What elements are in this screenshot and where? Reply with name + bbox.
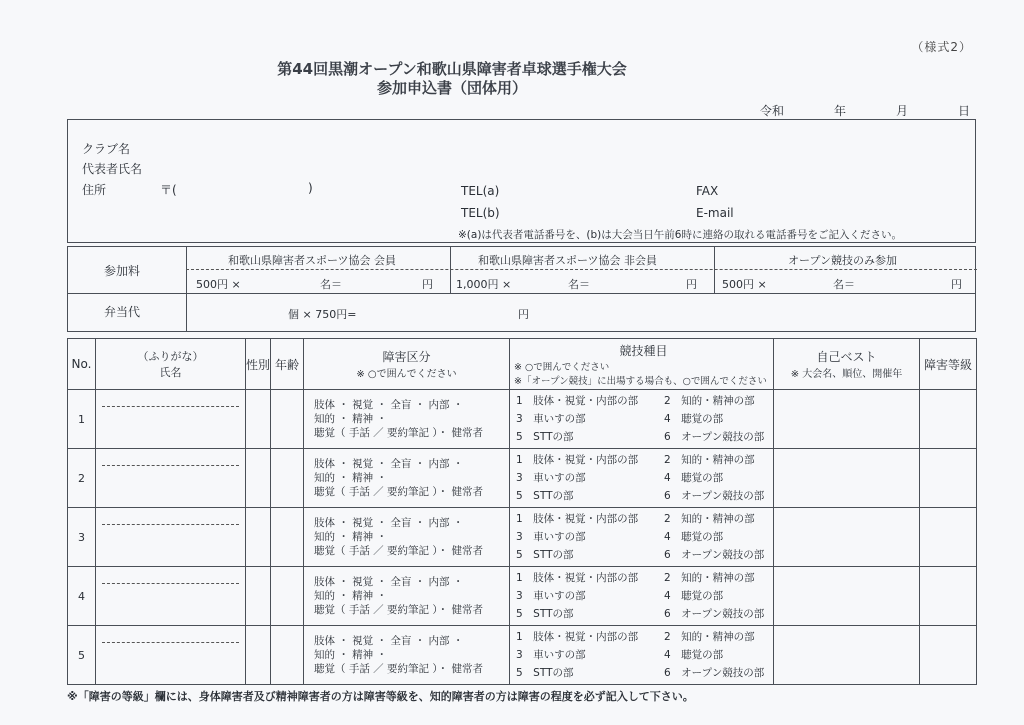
header-event xyxy=(510,339,774,390)
disability-line2: 知的 ・ 精神 ・ xyxy=(314,531,388,543)
address-label: 住所 xyxy=(82,183,107,197)
event-options[interactable] xyxy=(510,390,774,449)
event-6[interactable]: 6 オープン競技の部 xyxy=(664,431,765,443)
event-4[interactable]: 4 聴覚の部 xyxy=(664,413,724,425)
page-title: 第44回黒潮オープン和歌山県障害者卓球選手権大会 xyxy=(277,60,627,78)
event-3[interactable]: 3 車いすの部 xyxy=(516,531,586,543)
disability-line2: 知的 ・ 精神 ・ xyxy=(314,472,388,484)
header-grade: 障害等級 xyxy=(920,339,977,390)
event-3[interactable]: 3 車いすの部 xyxy=(516,590,586,602)
member-persons: 名＝ xyxy=(320,278,342,291)
event-4[interactable]: 4 聴覚の部 xyxy=(664,649,724,661)
sex-field[interactable] xyxy=(246,567,271,626)
event-2[interactable]: 2 知的・精神の部 xyxy=(664,572,755,584)
age-field[interactable] xyxy=(271,390,304,449)
event-options[interactable] xyxy=(510,449,774,508)
table-row xyxy=(68,567,977,626)
open-persons: 名＝ xyxy=(833,278,855,291)
bento-calc: 個 × 750円= xyxy=(288,308,357,321)
member-price: 500円 × xyxy=(196,278,241,291)
event-5[interactable]: 5 STTの部 xyxy=(516,490,574,502)
tel-b-label: TEL(b) xyxy=(461,206,500,220)
best-field[interactable] xyxy=(774,449,920,508)
header-disability xyxy=(304,339,510,390)
open-price: 500円 × xyxy=(722,278,767,291)
grade-field[interactable] xyxy=(920,567,977,626)
disability-options[interactable] xyxy=(304,449,510,508)
age-field[interactable] xyxy=(271,449,304,508)
header-age: 年齢 xyxy=(271,339,304,390)
header-event-note1: ※ ○で囲んでください xyxy=(514,361,610,373)
sex-field[interactable] xyxy=(246,626,271,685)
event-2[interactable]: 2 知的・精神の部 xyxy=(664,395,755,407)
event-6[interactable]: 6 オープン競技の部 xyxy=(664,608,765,620)
form-number: （様式2） xyxy=(911,40,972,54)
event-5[interactable]: 5 STTの部 xyxy=(516,608,574,620)
event-5[interactable]: 5 STTの部 xyxy=(516,431,574,443)
event-3[interactable]: 3 車いすの部 xyxy=(516,472,586,484)
event-4[interactable]: 4 聴覚の部 xyxy=(664,472,724,484)
header-disability-note: ※ ○で囲んでください xyxy=(356,369,457,380)
fee-label: 参加料 xyxy=(104,264,141,278)
tel-note: ※(a)は代表者電話番号を、(b)は大会当日午前6時に連絡の取れる電話番号をご記入ください。 xyxy=(458,229,902,241)
disability-line1: 肢体 ・ 視覚 ・ 全盲 ・ 内部 ・ xyxy=(314,399,464,411)
rep-label: 代表者氏名 xyxy=(82,162,143,176)
nonmember-persons: 名＝ xyxy=(568,278,590,291)
email-label: E-mail xyxy=(696,206,734,220)
event-6[interactable]: 6 オープン競技の部 xyxy=(664,667,765,679)
table-row xyxy=(68,390,977,449)
disability-line2: 知的 ・ 精神 ・ xyxy=(314,649,388,661)
bento-label: 弁当代 xyxy=(104,305,141,319)
name-field[interactable] xyxy=(96,390,246,449)
best-field[interactable] xyxy=(774,508,920,567)
event-2[interactable]: 2 知的・精神の部 xyxy=(664,513,755,525)
event-4[interactable]: 4 聴覚の部 xyxy=(664,590,724,602)
nonmember-price: 1,000円 × xyxy=(456,278,512,291)
disability-line2: 知的 ・ 精神 ・ xyxy=(314,413,388,425)
table-header-row xyxy=(68,339,977,390)
date-year: 年 xyxy=(833,104,846,118)
event-1[interactable]: 1 肢体・視覚・内部の部 xyxy=(516,631,639,643)
best-field[interactable] xyxy=(774,390,920,449)
event-1[interactable]: 1 肢体・視覚・内部の部 xyxy=(516,395,639,407)
header-event-label: 競技種目 xyxy=(619,343,668,358)
applicant-info-box xyxy=(67,119,976,243)
disability-line1: 肢体 ・ 視覚 ・ 全盲 ・ 内部 ・ xyxy=(314,517,464,529)
disability-options[interactable] xyxy=(304,508,510,567)
furigana-line xyxy=(102,465,239,466)
footnote: ※「障害の等級」欄には、身体障害者及び精神障害者の方は障害等級を、知的障害者の方は障害の程度を必ず記入して下さい。 xyxy=(67,690,694,703)
header-sex: 性別 xyxy=(246,339,271,390)
event-4[interactable]: 4 聴覚の部 xyxy=(664,531,724,543)
date-month: 月 xyxy=(895,104,908,118)
name-field[interactable] xyxy=(96,626,246,685)
date-day[interactable]: 日 xyxy=(957,104,970,118)
event-1[interactable]: 1 肢体・視覚・内部の部 xyxy=(516,572,639,584)
disability-line3: 聴覚（ 手話 ／ 要約筆記 ）・ 健常者 xyxy=(314,545,483,557)
row-number: 4 xyxy=(68,567,96,626)
event-5[interactable]: 5 STTの部 xyxy=(516,667,574,679)
disability-line3: 聴覚（ 手話 ／ 要約筆記 ）・ 健常者 xyxy=(314,604,483,616)
event-1[interactable]: 1 肢体・視覚・内部の部 xyxy=(516,454,639,466)
header-event-note2: ※「オープン競技」に出場する場合も、○で囲んでください xyxy=(514,375,767,387)
event-2[interactable]: 2 知的・精神の部 xyxy=(664,631,755,643)
row-number: 1 xyxy=(68,390,96,449)
disability-options[interactable] xyxy=(304,567,510,626)
event-options[interactable] xyxy=(510,626,774,685)
event-2[interactable]: 2 知的・精神の部 xyxy=(664,454,755,466)
date-era: 令和 xyxy=(760,104,785,118)
header-name xyxy=(96,339,246,390)
header-best-label: 自己ベスト xyxy=(816,350,877,364)
postal-close: ) xyxy=(308,181,313,195)
nonmember-head: 和歌山県障害者スポーツ協会 非会員 xyxy=(478,254,658,267)
event-5[interactable]: 5 STTの部 xyxy=(516,549,574,561)
grade-field[interactable] xyxy=(920,449,977,508)
header-best xyxy=(774,339,920,390)
sex-field[interactable] xyxy=(246,390,271,449)
nonmember-yen: 円 xyxy=(686,278,697,291)
page-subtitle: 参加申込書（団体用） xyxy=(376,79,527,97)
header-best-note: ※ 大会名、順位、開催年 xyxy=(790,369,903,380)
event-options[interactable] xyxy=(510,567,774,626)
sex-field[interactable] xyxy=(246,508,271,567)
bento-yen: 円 xyxy=(518,308,529,321)
age-field[interactable] xyxy=(271,508,304,567)
sex-field[interactable] xyxy=(246,449,271,508)
table-row xyxy=(68,508,977,567)
member-yen: 円 xyxy=(422,278,433,291)
open-yen: 円 xyxy=(951,278,962,291)
disability-line3: 聴覚（ 手話 ／ 要約筆記 ）・ 健常者 xyxy=(314,663,483,675)
entry-table xyxy=(67,338,977,685)
disability-line3: 聴覚（ 手話 ／ 要約筆記 ）・ 健常者 xyxy=(314,486,483,498)
event-options[interactable] xyxy=(510,508,774,567)
member-head: 和歌山県障害者スポーツ協会 会員 xyxy=(228,254,397,267)
header-disability-label: 障害区分 xyxy=(382,350,431,364)
name-field[interactable] xyxy=(96,508,246,567)
date-line xyxy=(760,102,970,119)
event-1[interactable]: 1 肢体・視覚・内部の部 xyxy=(516,513,639,525)
row-number: 2 xyxy=(68,449,96,508)
club-label: クラブ名 xyxy=(82,142,131,156)
best-field[interactable] xyxy=(774,626,920,685)
furigana-line xyxy=(102,524,239,525)
table-row xyxy=(68,449,977,508)
event-3[interactable]: 3 車いすの部 xyxy=(516,649,586,661)
disability-line1: 肢体 ・ 視覚 ・ 全盲 ・ 内部 ・ xyxy=(314,635,464,647)
disability-line1: 肢体 ・ 視覚 ・ 全盲 ・ 内部 ・ xyxy=(314,458,464,470)
table-row xyxy=(68,626,977,685)
fax-label: FAX xyxy=(696,184,719,198)
row-number: 5 xyxy=(68,626,96,685)
name-field[interactable] xyxy=(96,449,246,508)
disability-line1: 肢体 ・ 視覚 ・ 全盲 ・ 内部 ・ xyxy=(314,576,464,588)
name-field[interactable] xyxy=(96,567,246,626)
row-number: 3 xyxy=(68,508,96,567)
grade-field[interactable] xyxy=(920,390,977,449)
postal-label: 〒( xyxy=(160,183,177,197)
age-field[interactable] xyxy=(271,567,304,626)
furigana-line xyxy=(102,406,239,407)
furigana-line xyxy=(102,642,239,643)
furigana-line xyxy=(102,583,239,584)
header-furigana: （ふりがな） xyxy=(137,350,204,363)
disability-options[interactable] xyxy=(304,626,510,685)
header-name-label: 氏名 xyxy=(159,366,182,379)
event-6[interactable]: 6 オープン競技の部 xyxy=(664,490,765,502)
disability-line3: 聴覚（ 手話 ／ 要約筆記 ）・ 健常者 xyxy=(314,427,483,439)
grade-field[interactable] xyxy=(920,508,977,567)
fee-box xyxy=(67,246,976,332)
open-only-head: オープン競技のみ参加 xyxy=(788,254,898,267)
age-field[interactable] xyxy=(271,626,304,685)
event-6[interactable]: 6 オープン競技の部 xyxy=(664,549,765,561)
header-no: No. xyxy=(68,339,96,390)
best-field[interactable] xyxy=(774,567,920,626)
grade-field[interactable] xyxy=(920,626,977,685)
tel-a-label: TEL(a) xyxy=(461,184,500,198)
disability-line2: 知的 ・ 精神 ・ xyxy=(314,590,388,602)
disability-options[interactable] xyxy=(304,390,510,449)
event-3[interactable]: 3 車いすの部 xyxy=(516,413,586,425)
